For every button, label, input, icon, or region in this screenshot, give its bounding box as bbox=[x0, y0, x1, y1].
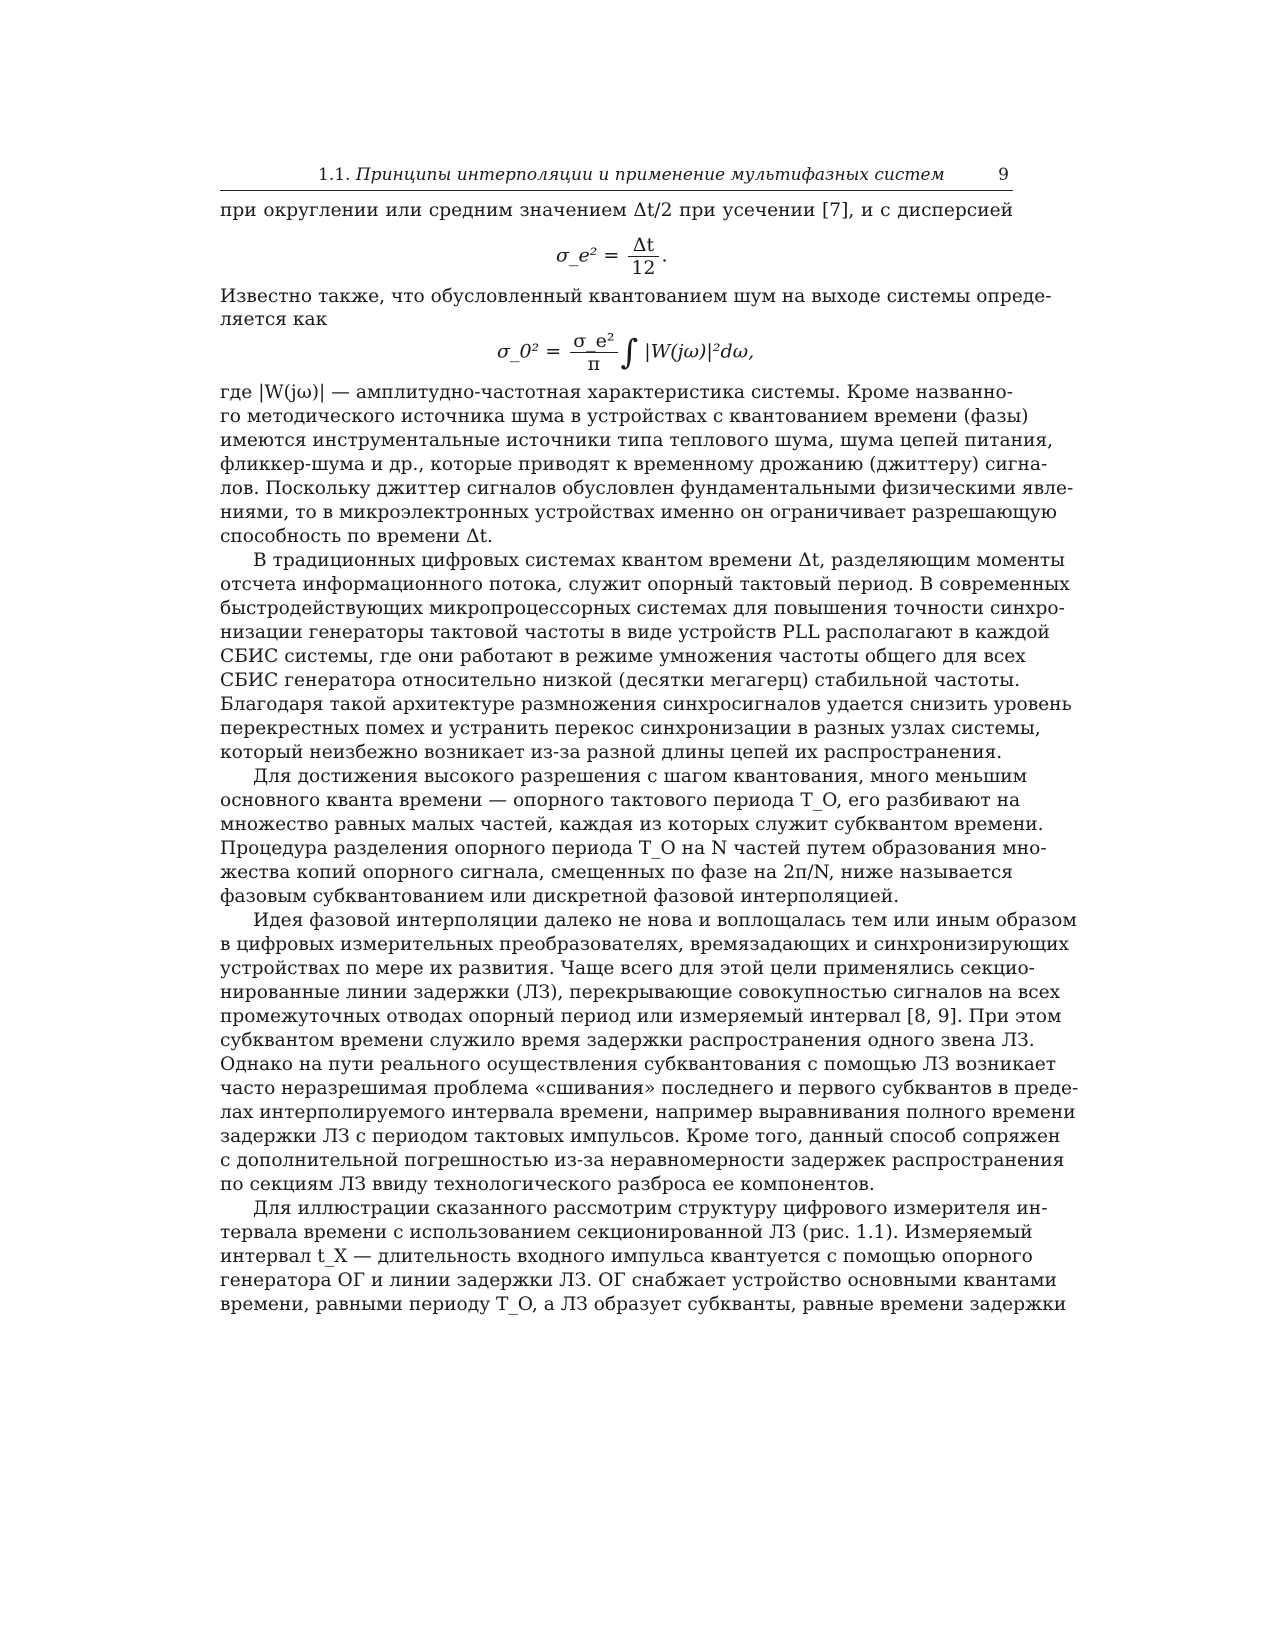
text-line: низации генераторы тактовой частоты в виде устройств PLL располагают в каждой bbox=[220, 622, 1050, 643]
text-line: способность по времени Δt. bbox=[220, 526, 493, 547]
text-line: основного кванта времени — опорного тактового периода T_O, его разбивают на bbox=[220, 790, 1021, 811]
text-line: жества копий опорного сигнала, смещенных по фазе на 2π/N, ниже называется bbox=[220, 862, 1013, 883]
text-line: отсчета информационного потока, служит опорный тактовый период. В современных bbox=[220, 574, 1070, 595]
equation-noise-variance bbox=[497, 330, 754, 375]
text-line: при округлении или средним значением Δt/2 при усечении [7], и с дисперсией bbox=[220, 200, 1013, 221]
text-line: часто неразрешимая проблема «сшивания» последнего и первого субквантов в преде- bbox=[220, 1078, 1079, 1099]
eq2-lhs: σ_0² = bbox=[497, 340, 562, 363]
eq1-denominator: 12 bbox=[631, 257, 656, 279]
eq1-fraction bbox=[628, 234, 658, 279]
eq2-denominator: π bbox=[587, 353, 601, 375]
text-line: фликкер-шума и др., которые приводят к временному дрожанию (джиттеру) сигна- bbox=[220, 454, 1048, 475]
text-line: быстродействующих микропроцессорных системах для повышения точности синхро- bbox=[220, 598, 1065, 619]
text-line: фазовым субквантованием или дискретной фазовой интерполяцией. bbox=[220, 886, 900, 907]
text-line: времени, равными периоду T_O, а ЛЗ образует субкванты, равные времени задержки bbox=[220, 1294, 1067, 1315]
text-line: который неизбежно возникает из-за разной длины цепей их распространения. bbox=[220, 742, 1003, 763]
text-line: с дополнительной погрешностью из-за неравномерности задержек распространения bbox=[220, 1150, 1065, 1171]
text-line: тервала времени с использованием секционированной ЛЗ (рис. 1.1). Измеряемый bbox=[220, 1222, 1033, 1243]
text-line: имеются инструментальные источники типа теплового шума, шума цепей питания, bbox=[220, 430, 1054, 451]
text-line: Идея фазовой интерполяции далеко не нова и воплощалась тем или иным образом bbox=[253, 910, 1077, 931]
eq2-fraction bbox=[570, 330, 617, 375]
text-line: В традиционных цифровых системах квантом времени Δt, разделяющим моменты bbox=[253, 550, 1065, 571]
text-line: СБИС генератора относительно низкой (десятки мегагерц) стабильной частоты. bbox=[220, 670, 1020, 691]
text-line: ниями, то в микроэлектронных устройствах именно он ограничивает разрешающую bbox=[220, 502, 1057, 523]
text-line: Процедура разделения опорного периода T_O на N частей путем образования мно- bbox=[220, 838, 1047, 859]
text-line: го методического источника шума в устройствах с квантованием времени (фазы) bbox=[220, 406, 1029, 427]
header-title bbox=[318, 164, 945, 186]
text-line: множество равных малых частей, каждая из которых служит субквантом времени. bbox=[220, 814, 1044, 835]
equation-variance bbox=[556, 234, 668, 279]
text-line: лов. Поскольку джиттер сигналов обусловлен фундаментальными физическими явле- bbox=[220, 478, 1074, 499]
eq1-lhs: σ_e² = bbox=[556, 244, 620, 267]
text-line: устройствах по мере их развития. Чаще всего для этой цели применялись секцио- bbox=[220, 958, 1035, 979]
text-line: перекрестных помех и устранить перекос синхронизации в разных узлах системы, bbox=[220, 718, 1041, 739]
text-line: Для достижения высокого разрешения с шагом квантования, много меньшим bbox=[253, 766, 1028, 787]
text-line: промежуточных отводах опорный период или измеряемый интервал [8, 9]. При этом bbox=[220, 1006, 1062, 1027]
integral-symbol: ∫ bbox=[620, 332, 639, 373]
text-line: Для иллюстрации сказанного рассмотрим структуру цифрового измерителя ин- bbox=[253, 1198, 1048, 1219]
eq1-trail: . bbox=[661, 244, 668, 267]
text-line: Известно также, что обусловленный квантованием шум на выходе системы опреде- bbox=[220, 286, 1052, 307]
text-line: лах интерполируемого интервала времени, например выравнивания полного времени bbox=[220, 1102, 1076, 1123]
section-title: Принципы интерполяции и применение мультифазных систем bbox=[355, 165, 945, 185]
eq2-numerator: σ_e² bbox=[570, 330, 617, 353]
text-line: Однако на пути реального осуществления субквантования с помощью ЛЗ возникает bbox=[220, 1054, 1057, 1075]
eq1-numerator: Δt bbox=[628, 234, 658, 257]
text-line: интервал t_X — длительность входного импульса квантуется с помощью опорного bbox=[220, 1246, 1033, 1267]
text-line: задержки ЛЗ с периодом тактовых импульсов. Кроме того, данный способ сопряжен bbox=[220, 1126, 1061, 1147]
text-line: по секциям ЛЗ ввиду технологического разброса ее компонентов. bbox=[220, 1174, 875, 1195]
text-line: Благодаря такой архитектуре размножения синхросигналов удается снизить уровень bbox=[220, 694, 1072, 715]
page-number: 9 bbox=[998, 165, 1009, 185]
text-line: нированные линии задержки (ЛЗ), перекрывающие совокупностью сигналов на всех bbox=[220, 982, 1061, 1003]
eq2-integrand: |W(jω)|²dω, bbox=[644, 340, 755, 363]
text-line: СБИС системы, где они работают в режиме умножения частоты общего для всех bbox=[220, 646, 1026, 667]
section-number: 1.1. bbox=[318, 165, 351, 185]
text-line: генератора ОГ и линии задержки ЛЗ. ОГ снабжает устройство основными квантами bbox=[220, 1270, 1057, 1291]
text-line: субквантом времени служило время задержки распространения одного звена ЛЗ. bbox=[220, 1030, 1035, 1051]
text-line: где |W(jω)| — амплитудно-частотная характеристика системы. Кроме названно- bbox=[220, 382, 1013, 403]
text-line: в цифровых измерительных преобразователях, времязадающих и синхронизирующих bbox=[220, 934, 1070, 955]
text-line: ляется как bbox=[220, 309, 328, 330]
running-header bbox=[220, 164, 1013, 191]
